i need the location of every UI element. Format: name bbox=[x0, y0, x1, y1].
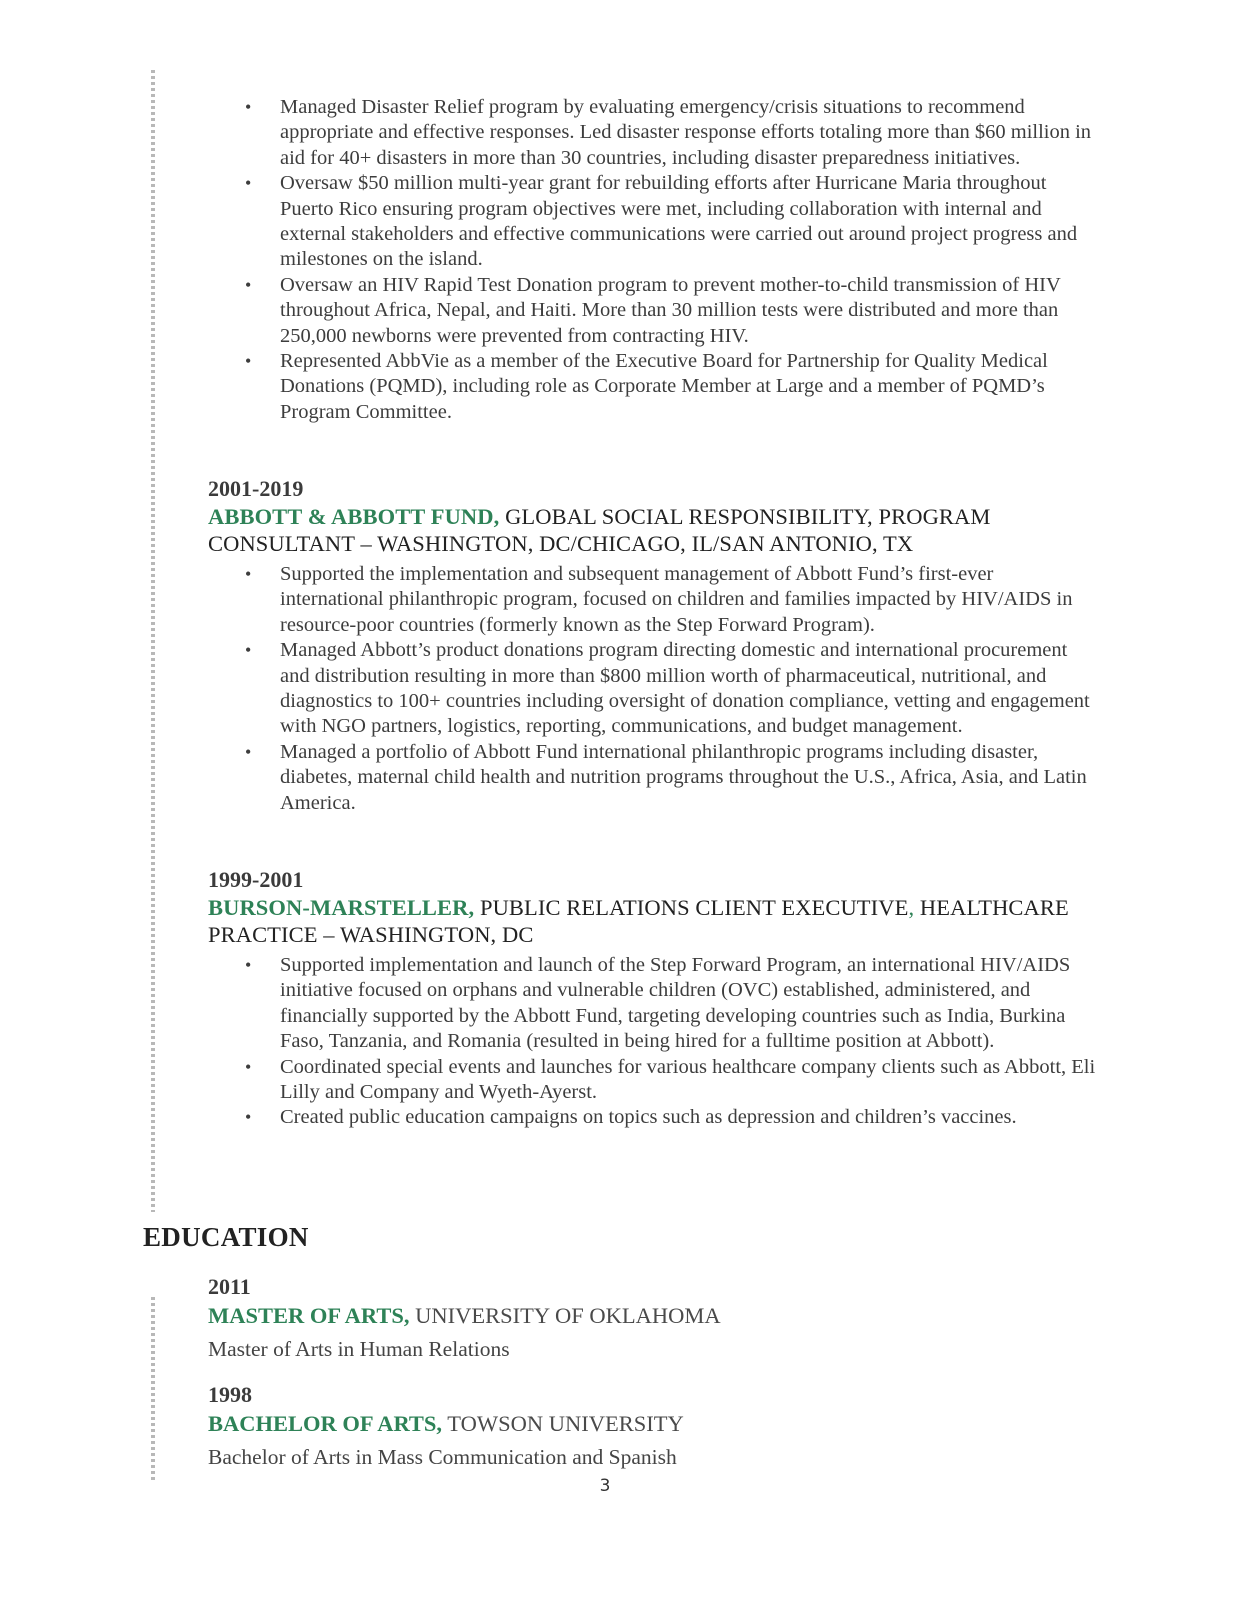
job-title-cont: HEALTHCARE PRACTICE – WASHINGTON, DC bbox=[208, 895, 1069, 947]
job-organization: ABBOTT & ABBOTT FUND, bbox=[208, 504, 500, 529]
job-heading bbox=[208, 894, 1098, 948]
experience-continued-bullets bbox=[208, 95, 1098, 425]
bullet-item: • Created public education campaigns on topics such as depression and children’s vaccines. bbox=[208, 1105, 1098, 1130]
school-name: UNIVERSITY OF OKLAHOMA bbox=[409, 1303, 721, 1328]
education-entry bbox=[208, 1273, 1098, 1364]
degree-name: BACHELOR OF ARTS, bbox=[208, 1411, 443, 1436]
school-name: TOWSON UNIVERSITY bbox=[442, 1411, 684, 1436]
job-entry-burson bbox=[208, 866, 1098, 1131]
education-section-rule bbox=[151, 1297, 155, 1481]
bullet-item: • Supported implementation and launch of the Step Forward Program, an international HIV/AIDS initiative focused on orphans and vulnerable children (OVC) established, administered, and financially supported by the Abbott Fund, targeting developing countries such as India, Burkina Faso, Tanzania, and Romania (resulted in being hired for a fulltime position at Abbott). bbox=[208, 953, 1098, 1055]
bullet-item: • Managed Disaster Relief program by evaluating emergency/crisis situations to recommend appropriate and effective responses. Led disaster response efforts totaling more than $60 million in aid for 40+ disasters in more than 30 countries, including disaster preparedness initiatives. bbox=[208, 95, 1098, 171]
job-title-comma: , bbox=[908, 895, 915, 920]
job-organization: BURSON-MARSTELLER, bbox=[208, 895, 475, 920]
degree-description: Bachelor of Arts in Mass Communication and Spanish bbox=[208, 1445, 677, 1469]
job-title: GLOBAL SOCIAL RESPONSIBILITY, PROGRAM CONSULTANT – WASHINGTON, DC/CHICAGO, IL/SAN ANTONIO, TX bbox=[208, 504, 991, 556]
bullet-item: • Oversaw $50 million multi-year grant for rebuilding efforts after Hurricane Maria throughout Puerto Rico ensuring program objectives were met, including collaboration with internal and external stakeholders and effective communications were carried out around project progress and milestones on the island. bbox=[208, 171, 1098, 273]
page-number: 3 bbox=[599, 1476, 611, 1496]
experience-section-rule bbox=[151, 70, 155, 1212]
job-years: 1999-2001 bbox=[208, 867, 304, 892]
education-year: 1998 bbox=[208, 1382, 252, 1407]
education-degree-line bbox=[208, 1409, 1098, 1439]
job-entry-abbott bbox=[208, 475, 1098, 816]
bullet-item: • Oversaw an HIV Rapid Test Donation program to prevent mother-to-child transmission of HIV throughout Africa, Nepal, and Haiti. More than 30 million tests were distributed and more than 250,000 newborns were prevented from contracting HIV. bbox=[208, 273, 1098, 349]
job-title: PUBLIC RELATIONS CLIENT EXECUTIVE bbox=[474, 895, 909, 920]
bullet-item: • Represented AbbVie as a member of the Executive Board for Partnership for Quality Medical Donations (PQMD), including role as Corporate Member at Large and a member of PQMD’s Program Committee. bbox=[208, 349, 1098, 425]
degree-description: Master of Arts in Human Relations bbox=[208, 1337, 510, 1361]
bullet-item: • Supported the implementation and subsequent management of Abbott Fund’s first-ever international philanthropic program, focused on children and families impacted by HIV/AIDS in resource-poor countries (formerly known as the Step Forward Program). bbox=[208, 562, 1098, 638]
experience-continued bbox=[208, 95, 1098, 425]
bullet-item: • Coordinated special events and launches for various healthcare company clients such as Abbott, Eli Lilly and Company and Wyeth-Ayerst. bbox=[208, 1055, 1098, 1106]
education-year: 2011 bbox=[208, 1274, 251, 1299]
job-years: 2001-2019 bbox=[208, 476, 304, 501]
degree-name: MASTER OF ARTS, bbox=[208, 1303, 410, 1328]
education-entry bbox=[208, 1381, 1098, 1472]
education-heading: EDUCATION bbox=[143, 1222, 309, 1252]
bullet-item: • Managed a portfolio of Abbott Fund international philanthropic programs including disaster, diabetes, maternal child health and nutrition programs throughout the U.S., Africa, Asia, and Latin America. bbox=[208, 740, 1098, 816]
job-heading bbox=[208, 503, 1098, 557]
job-bullets bbox=[208, 562, 1098, 816]
job-bullets bbox=[208, 953, 1098, 1131]
education-degree-line bbox=[208, 1301, 1098, 1331]
bullet-item: • Managed Abbott’s product donations program directing domestic and international procurement and distribution resulting in more than $800 million worth of pharmaceutical, nutritional, and diagnostics to 100+ countries including oversight of donation compliance, vetting and engagement with NGO partners, logistics, reporting, communications, and budget management. bbox=[208, 638, 1098, 740]
